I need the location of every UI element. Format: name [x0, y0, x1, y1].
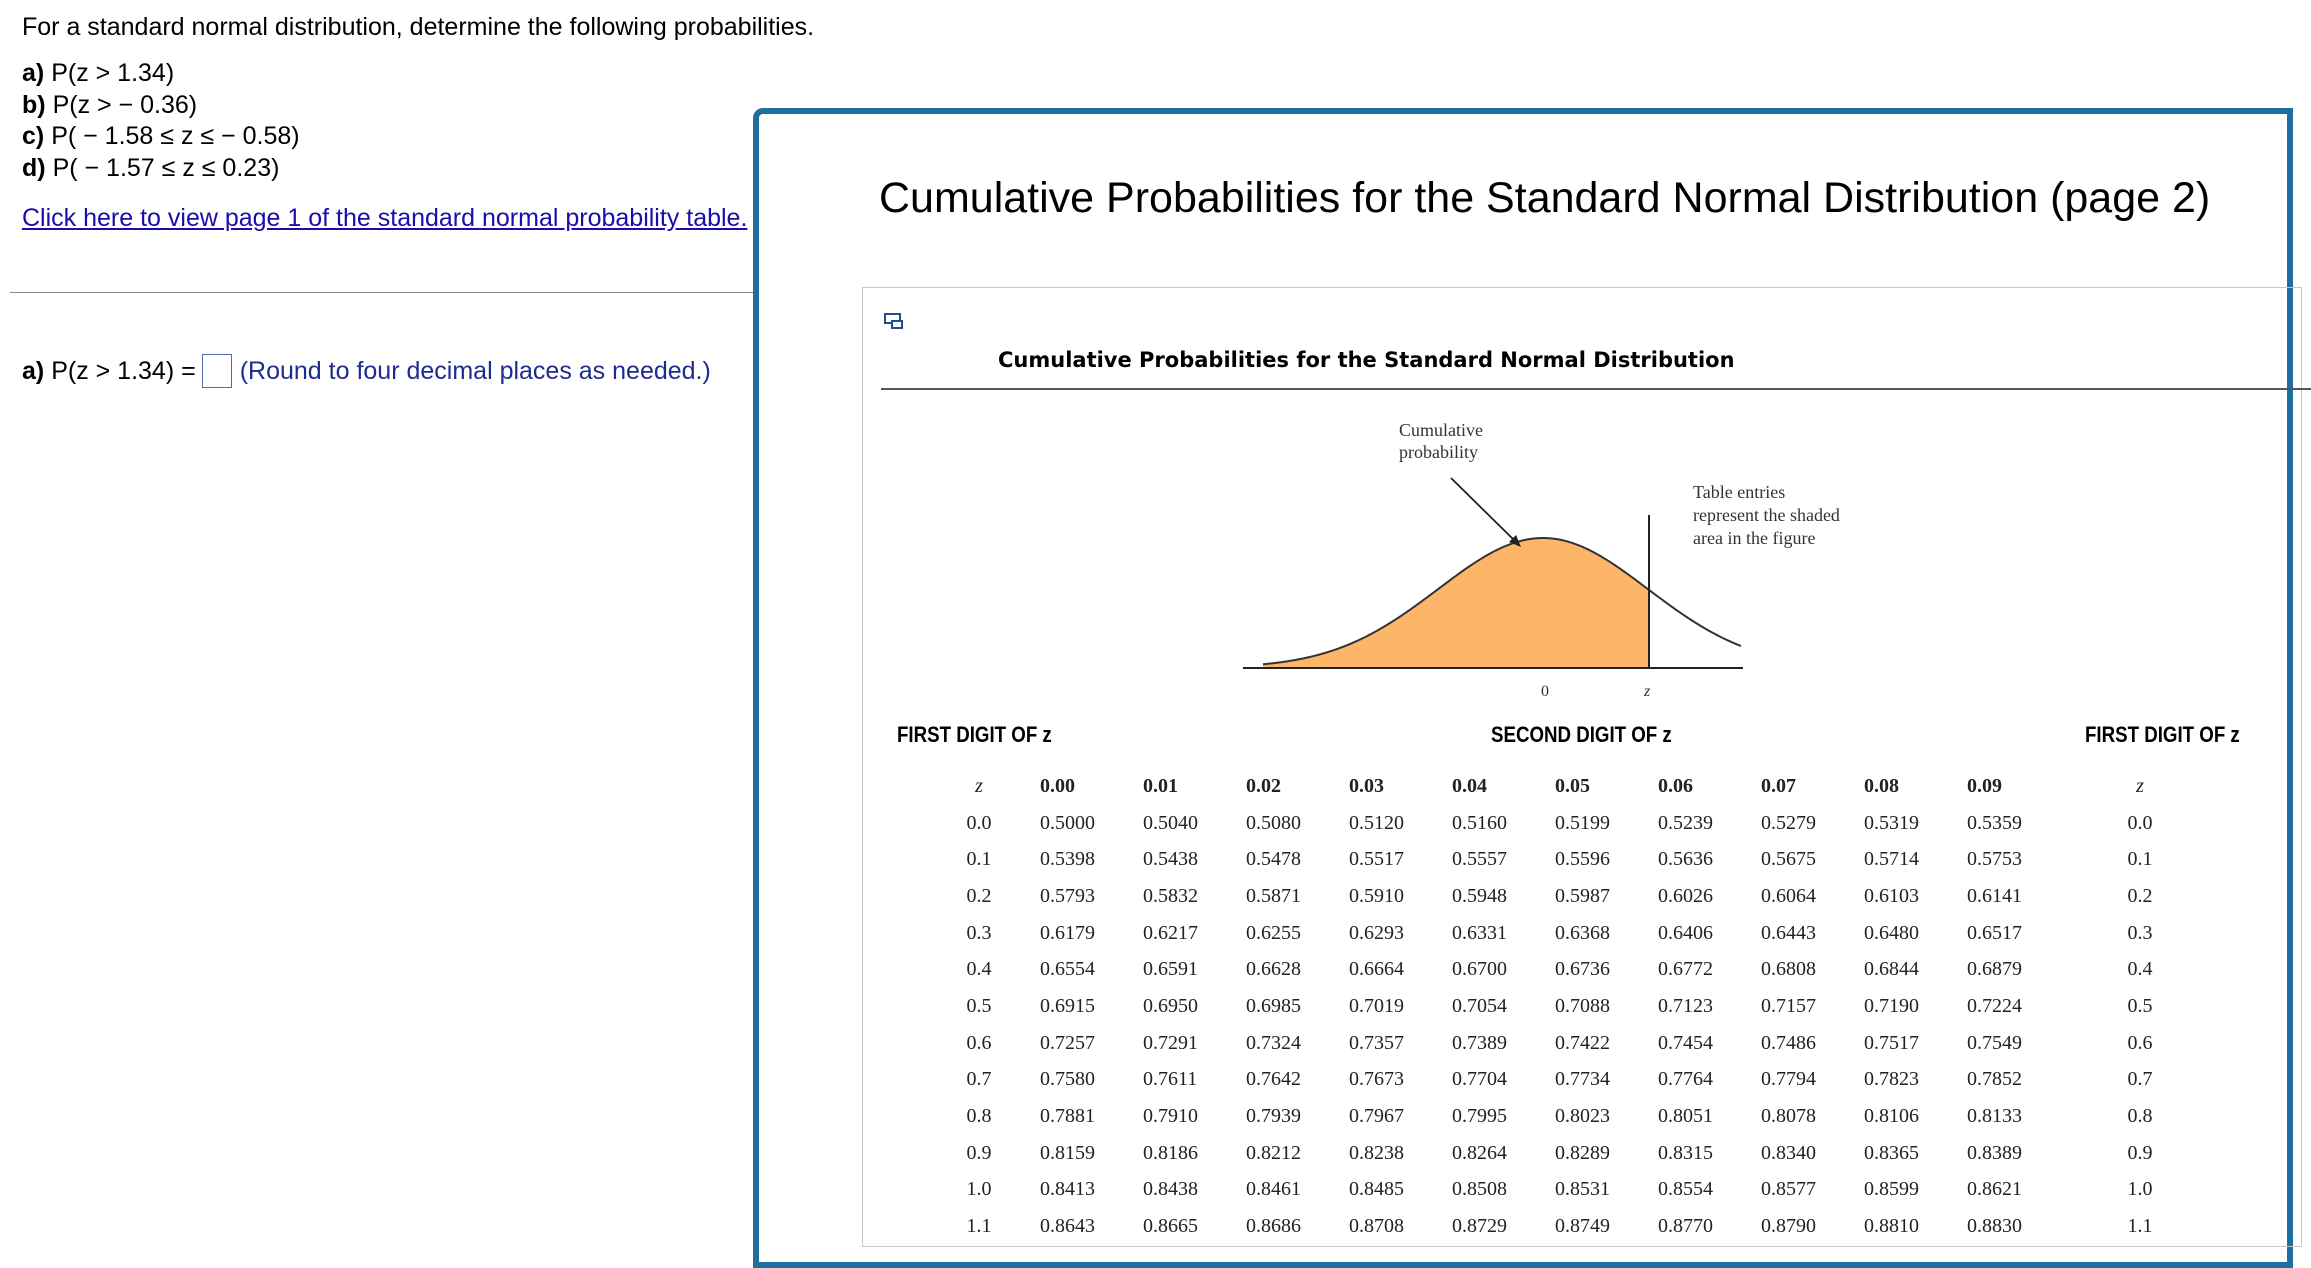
table-cell: 0.5793	[1040, 884, 1095, 907]
table-cell: 0.5871	[1246, 884, 1301, 907]
table-cell: 0.7611	[1143, 1068, 1198, 1091]
row-z-right: 0.4	[2127, 958, 2153, 981]
table-cell: 0.8708	[1349, 1215, 1404, 1238]
axis-zero-label: 0	[1541, 683, 1549, 700]
row-z-left: 0.8	[966, 1105, 992, 1128]
table-cell: 0.5910	[1349, 884, 1404, 907]
table-cell: 0.7389	[1452, 1031, 1507, 1054]
table-cell: 0.5120	[1349, 811, 1404, 834]
table-cell: 0.8340	[1761, 1141, 1816, 1164]
table-cell: 0.8643	[1040, 1215, 1095, 1238]
page1-table-link[interactable]: Click here to view page 1 of the standard normal probability table.	[22, 204, 748, 232]
enlarge-icon[interactable]	[883, 310, 905, 332]
table-cell: 0.5000	[1040, 811, 1095, 834]
table-cell: 0.6331	[1452, 921, 1507, 944]
table-cell: 0.7157	[1761, 994, 1816, 1017]
table-cell: 0.8289	[1555, 1141, 1610, 1164]
curve-note-3: area in the figure	[1693, 528, 1816, 548]
table-cell: 0.8315	[1658, 1141, 1713, 1164]
table-cell: 0.5040	[1143, 811, 1198, 834]
table-cell: 0.6554	[1040, 958, 1095, 981]
column-header: 0.04	[1452, 774, 1487, 797]
table-cell: 0.5948	[1452, 884, 1507, 907]
row-z-left: 0.1	[966, 848, 992, 871]
table-cell: 0.6879	[1967, 958, 2022, 981]
axis-z-label: z	[1644, 683, 1651, 700]
table-cell: 0.8554	[1658, 1178, 1713, 1201]
row-z-right: 1.1	[2127, 1215, 2153, 1238]
table-cell: 0.8810	[1864, 1215, 1919, 1238]
table-cell: 0.8531	[1555, 1178, 1610, 1201]
table-cell: 0.7224	[1967, 994, 2022, 1017]
table-cell: 0.8770	[1658, 1215, 1713, 1238]
table-cell: 0.8078	[1761, 1105, 1816, 1128]
table-cell: 0.6293	[1349, 921, 1404, 944]
table-cell: 0.8023	[1555, 1105, 1610, 1128]
table-cell: 0.5199	[1555, 811, 1610, 834]
row-z-left: 0.6	[966, 1031, 992, 1054]
z-table	[918, 768, 2210, 1245]
table-row	[918, 1062, 2210, 1099]
table-cell: 0.7794	[1761, 1068, 1816, 1091]
table-row	[918, 1025, 2210, 1062]
table-cell: 0.5636	[1658, 848, 1713, 871]
table-cell: 0.6517	[1967, 921, 2022, 944]
row-z-left: 0.9	[966, 1141, 992, 1164]
table-cell: 0.8051	[1658, 1105, 1713, 1128]
table-cell: 0.5438	[1143, 848, 1198, 871]
table-cell: 0.6808	[1761, 958, 1816, 981]
table-cell: 0.7967	[1349, 1105, 1404, 1128]
table-cell: 0.5753	[1967, 848, 2022, 871]
row-z-left: 0.0	[966, 811, 992, 834]
table-header-row	[918, 768, 2210, 805]
table-cell: 0.7823	[1864, 1068, 1919, 1091]
table-cell: 0.7454	[1658, 1031, 1713, 1054]
column-header: 0.05	[1555, 774, 1590, 797]
row-z-right: 0.8	[2127, 1105, 2153, 1128]
rounding-note: (Round to four decimal places as needed.)	[239, 356, 711, 385]
table-cell: 0.7324	[1246, 1031, 1301, 1054]
table-cell: 0.7881	[1040, 1105, 1095, 1128]
table-popup-window	[753, 108, 2293, 1268]
figure-rule	[881, 388, 2311, 390]
shaded-area	[1263, 538, 1649, 668]
table-cell: 0.5517	[1349, 848, 1404, 871]
question-part-d: d) P( − 1.57 ≤ z ≤ 0.23)	[22, 153, 280, 182]
table-cell: 0.8621	[1967, 1178, 2022, 1201]
column-header: 0.02	[1246, 774, 1281, 797]
table-cell: 0.7257	[1040, 1031, 1095, 1054]
table-cell: 0.7549	[1967, 1031, 2022, 1054]
table-cell: 0.8365	[1864, 1141, 1919, 1164]
table-cell: 0.7190	[1864, 994, 1919, 1017]
figure-title: Cumulative Probabilities for the Standard Normal Distribution	[998, 348, 1735, 372]
table-cell: 0.6217	[1143, 921, 1198, 944]
table-row	[918, 1098, 2210, 1135]
column-header: 0.09	[1967, 774, 2002, 797]
table-cell: 0.7852	[1967, 1068, 2022, 1091]
table-row	[918, 988, 2210, 1025]
table-cell: 0.8686	[1246, 1215, 1301, 1238]
row-z-right: 0.6	[2127, 1031, 2153, 1054]
question-part-b: b) P(z > − 0.36)	[22, 90, 198, 119]
table-cell: 0.6985	[1246, 994, 1301, 1017]
table-cell: 0.6064	[1761, 884, 1816, 907]
table-cell: 0.7019	[1349, 994, 1404, 1017]
table-cell: 0.6772	[1658, 958, 1713, 981]
table-cell: 0.6628	[1246, 958, 1301, 981]
table-cell: 0.6591	[1143, 958, 1198, 981]
table-cell: 0.7054	[1452, 994, 1507, 1017]
row-z-right: 0.9	[2127, 1141, 2153, 1164]
table-cell: 0.6255	[1246, 921, 1301, 944]
table-row	[918, 915, 2210, 952]
row-z-right: 0.2	[2127, 884, 2153, 907]
table-cell: 0.8729	[1452, 1215, 1507, 1238]
curve-note-2: represent the shaded	[1693, 505, 1840, 525]
table-cell: 0.8238	[1349, 1141, 1404, 1164]
curve-label-cumulative: Cumulative	[1399, 420, 1483, 440]
question-intro: For a standard normal distribution, determine the following probabilities.	[22, 13, 815, 41]
table-cell: 0.5398	[1040, 848, 1095, 871]
first-digit-heading-left: FIRST DIGIT OF z	[897, 722, 1052, 747]
table-cell: 0.6443	[1761, 921, 1816, 944]
table-cell: 0.7291	[1143, 1031, 1198, 1054]
table-cell: 0.7704	[1452, 1068, 1507, 1091]
table-cell: 0.6103	[1864, 884, 1919, 907]
table-row	[918, 878, 2210, 915]
table-cell: 0.7939	[1246, 1105, 1301, 1128]
curve-label-probability: probability	[1399, 442, 1478, 462]
column-header: 0.03	[1349, 774, 1384, 797]
column-header: 0.00	[1040, 774, 1075, 797]
table-cell: 0.7422	[1555, 1031, 1610, 1054]
table-cell: 0.6950	[1143, 994, 1198, 1017]
table-cell: 0.5832	[1143, 884, 1198, 907]
table-cell: 0.8212	[1246, 1141, 1301, 1164]
table-cell: 0.6026	[1658, 884, 1713, 907]
row-z-right: 1.0	[2127, 1178, 2153, 1201]
first-digit-heading-right: FIRST DIGIT OF z	[2085, 722, 2240, 747]
table-cell: 0.5478	[1246, 848, 1301, 871]
table-cell: 0.5319	[1864, 811, 1919, 834]
table-cell: 0.8485	[1349, 1178, 1404, 1201]
table-cell: 0.8461	[1246, 1178, 1301, 1201]
table-cell: 0.5359	[1967, 811, 2022, 834]
table-cell: 0.6700	[1452, 958, 1507, 981]
answer-input[interactable]	[202, 354, 232, 388]
curve-note-1: Table entries	[1693, 482, 1786, 502]
table-cell: 0.7486	[1761, 1031, 1816, 1054]
table-cell: 0.8186	[1143, 1141, 1198, 1164]
table-cell: 0.5279	[1761, 811, 1816, 834]
table-cell: 0.5080	[1246, 811, 1301, 834]
table-cell: 0.8830	[1967, 1215, 2022, 1238]
row-z-right: 0.0	[2127, 811, 2153, 834]
column-header: 0.01	[1143, 774, 1178, 797]
table-cell: 0.5557	[1452, 848, 1507, 871]
row-z-left: 0.5	[966, 994, 992, 1017]
table-cell: 0.7673	[1349, 1068, 1404, 1091]
table-cell: 0.6141	[1967, 884, 2022, 907]
table-cell: 0.7734	[1555, 1068, 1610, 1091]
table-cell: 0.7910	[1143, 1105, 1198, 1128]
row-z-right: 0.1	[2127, 848, 2153, 871]
table-cell: 0.8508	[1452, 1178, 1507, 1201]
table-cell: 0.5987	[1555, 884, 1610, 907]
table-cell: 0.8577	[1761, 1178, 1816, 1201]
question-parts	[22, 58, 300, 184]
table-cell: 0.6844	[1864, 958, 1919, 981]
answer-part-label: a)	[22, 356, 45, 385]
row-z-right: 0.3	[2127, 921, 2153, 944]
table-cell: 0.7642	[1246, 1068, 1301, 1091]
table-cell: 0.6368	[1555, 921, 1610, 944]
answer-expression: P(z > 1.34) =	[51, 356, 196, 385]
normal-curve-figure	[1193, 413, 1840, 743]
pointer-arrow	[1451, 478, 1515, 541]
question-part-c: c) P( − 1.58 ≤ z ≤ − 0.58)	[22, 122, 300, 150]
row-z-left: 1.1	[966, 1215, 992, 1238]
z-header-right: z	[2136, 774, 2144, 797]
divider	[10, 292, 760, 293]
table-cell: 0.8389	[1967, 1141, 2022, 1164]
table-cell: 0.7517	[1864, 1031, 1919, 1054]
table-cell: 0.5675	[1761, 848, 1816, 871]
table-cell: 0.7764	[1658, 1068, 1713, 1091]
table-cell: 0.5714	[1864, 848, 1919, 871]
table-cell: 0.8264	[1452, 1141, 1507, 1164]
table-cell: 0.8159	[1040, 1141, 1095, 1164]
table-cell: 0.7995	[1452, 1105, 1507, 1128]
table-cell: 0.7088	[1555, 994, 1610, 1017]
table-row	[918, 841, 2210, 878]
table-row	[918, 1208, 2210, 1245]
table-cell: 0.7580	[1040, 1068, 1095, 1091]
row-z-left: 1.0	[966, 1178, 992, 1201]
column-header: 0.08	[1864, 774, 1899, 797]
row-z-left: 0.7	[966, 1068, 992, 1091]
figure-frame	[862, 287, 2302, 1247]
table-cell: 0.6664	[1349, 958, 1404, 981]
table-cell: 0.5160	[1452, 811, 1507, 834]
table-cell: 0.7123	[1658, 994, 1713, 1017]
table-cell: 0.6915	[1040, 994, 1095, 1017]
table-cell: 0.8790	[1761, 1215, 1816, 1238]
table-cell: 0.8133	[1967, 1105, 2022, 1128]
question-part-a: a) P(z > 1.34)	[22, 59, 175, 87]
popup-title: Cumulative Probabilities for the Standard Normal Distribution (page 2)	[879, 174, 2211, 222]
answer-row	[22, 354, 711, 388]
table-cell: 0.8438	[1143, 1178, 1198, 1201]
second-digit-heading: SECOND DIGIT OF z	[1491, 722, 1672, 747]
table-cell: 0.6480	[1864, 921, 1919, 944]
table-cell: 0.5239	[1658, 811, 1713, 834]
table-cell: 0.8665	[1143, 1215, 1198, 1238]
column-header: 0.06	[1658, 774, 1693, 797]
table-row	[918, 951, 2210, 988]
table-cell: 0.7357	[1349, 1031, 1404, 1054]
row-z-right: 0.5	[2127, 994, 2153, 1017]
table-cell: 0.8413	[1040, 1178, 1095, 1201]
table-cell: 0.6736	[1555, 958, 1610, 981]
table-row	[918, 1172, 2210, 1209]
column-header: 0.07	[1761, 774, 1796, 797]
table-row	[918, 1135, 2210, 1172]
row-z-left: 0.2	[966, 884, 992, 907]
table-cell: 0.8599	[1864, 1178, 1919, 1201]
table-cell: 0.8106	[1864, 1105, 1919, 1128]
table-cell: 0.6179	[1040, 921, 1095, 944]
row-z-left: 0.4	[966, 958, 992, 981]
table-row	[918, 805, 2210, 842]
row-z-left: 0.3	[966, 921, 992, 944]
table-cell: 0.8749	[1555, 1215, 1610, 1238]
table-cell: 0.5596	[1555, 848, 1610, 871]
row-z-right: 0.7	[2127, 1068, 2153, 1091]
z-header-left: z	[975, 774, 983, 797]
table-cell: 0.6406	[1658, 921, 1713, 944]
